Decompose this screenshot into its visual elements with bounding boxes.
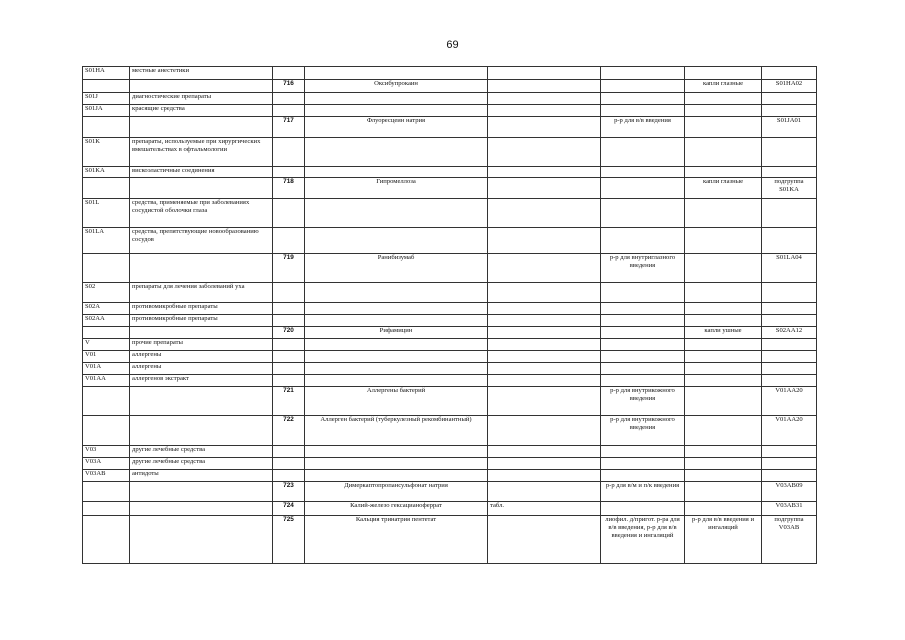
table-row — [83, 458, 817, 470]
dosage-form-cell: р-р для внутрикожного введения — [601, 416, 685, 446]
atc-group-code-cell — [83, 387, 130, 416]
atc-code-cell — [762, 199, 817, 228]
dosage-form-cell: р-р для в/в введения — [601, 117, 685, 138]
dosage-form-alt-cell — [685, 446, 762, 458]
table-row — [83, 363, 817, 375]
dosage-form-alt-cell — [685, 167, 762, 178]
dosage-form-alt-cell — [685, 254, 762, 283]
row-number-cell: 719 — [273, 254, 305, 283]
trade-name-cell — [488, 283, 601, 303]
dosage-form-alt-cell — [685, 339, 762, 351]
trade-name-cell — [488, 80, 601, 93]
table-row — [83, 315, 817, 327]
atc-group-name-cell — [130, 80, 273, 93]
trade-name-cell — [488, 254, 601, 283]
table-row — [83, 351, 817, 363]
table-row — [83, 446, 817, 458]
atc-group-name-cell — [130, 482, 273, 502]
atc-group-name-cell — [130, 502, 273, 516]
atc-group-name-cell — [130, 516, 273, 564]
drug-name-cell — [305, 375, 488, 387]
drug-name-cell — [305, 458, 488, 470]
dosage-form-cell — [601, 93, 685, 105]
atc-group-name-cell: другие лечебные средства — [130, 458, 273, 470]
row-number-cell — [273, 446, 305, 458]
dosage-form-alt-cell — [685, 363, 762, 375]
dosage-form-cell — [601, 167, 685, 178]
dosage-form-cell — [601, 228, 685, 254]
atc-group-code-cell — [83, 327, 130, 339]
atc-group-code-cell: S02 — [83, 283, 130, 303]
row-number-cell: 725 — [273, 516, 305, 564]
atc-code-cell — [762, 458, 817, 470]
row-number-cell: 724 — [273, 502, 305, 516]
atc-group-name-cell: прочие препараты — [130, 339, 273, 351]
trade-name-cell — [488, 199, 601, 228]
drug-name-cell — [305, 228, 488, 254]
atc-group-name-cell: средства, препятствующие новообразованию сосудов — [130, 228, 273, 254]
table-row — [83, 339, 817, 351]
dosage-form-cell — [601, 315, 685, 327]
trade-name-cell — [488, 458, 601, 470]
atc-group-code-cell: S01KA — [83, 167, 130, 178]
drug-name-cell: Аллерген бактерий (туберкулезный рекомбинантный) — [305, 416, 488, 446]
dosage-form-alt-cell — [685, 138, 762, 167]
table-row — [83, 178, 817, 199]
table-row — [83, 283, 817, 303]
drug-name-cell — [305, 93, 488, 105]
drug-name-cell: Калий-железо гексацианоферрат — [305, 502, 488, 516]
atc-code-cell: S02AA12 — [762, 327, 817, 339]
drug-name-cell — [305, 138, 488, 167]
row-number-cell — [273, 458, 305, 470]
atc-code-cell — [762, 228, 817, 254]
trade-name-cell — [488, 178, 601, 199]
drug-name-cell: Рифамицин — [305, 327, 488, 339]
atc-group-code-cell: V01 — [83, 351, 130, 363]
dosage-form-alt-cell — [685, 482, 762, 502]
dosage-form-alt-cell: р-р для в/в введения и ингаляций — [685, 516, 762, 564]
table-row — [83, 93, 817, 105]
atc-group-code-cell: V03 — [83, 446, 130, 458]
table-row — [83, 105, 817, 117]
atc-group-code-cell — [83, 516, 130, 564]
trade-name-cell — [488, 303, 601, 315]
dosage-form-cell — [601, 80, 685, 93]
row-number-cell — [273, 67, 305, 80]
atc-code-cell — [762, 303, 817, 315]
dosage-form-cell — [601, 363, 685, 375]
atc-code-cell — [762, 446, 817, 458]
atc-group-code-cell — [83, 80, 130, 93]
dosage-form-cell — [601, 105, 685, 117]
row-number-cell: 717 — [273, 117, 305, 138]
atc-group-name-cell: аллергены — [130, 363, 273, 375]
drug-name-cell: Димеркаптопропансульфонат натрия — [305, 482, 488, 502]
row-number-cell — [273, 167, 305, 178]
drug-name-cell — [305, 283, 488, 303]
trade-name-cell — [488, 327, 601, 339]
table-row — [83, 254, 817, 283]
dosage-form-cell — [601, 303, 685, 315]
table-row — [83, 303, 817, 315]
atc-code-cell: подгруппа S01KA — [762, 178, 817, 199]
atc-group-name-cell: местные анестетики — [130, 67, 273, 80]
dosage-form-alt-cell — [685, 199, 762, 228]
atc-code-cell: V01AA20 — [762, 416, 817, 446]
dosage-form-alt-cell — [685, 315, 762, 327]
dosage-form-alt-cell — [685, 458, 762, 470]
atc-group-code-cell — [83, 502, 130, 516]
dosage-form-cell — [601, 351, 685, 363]
atc-code-cell — [762, 363, 817, 375]
atc-code-cell: V01AA20 — [762, 387, 817, 416]
dosage-form-alt-cell: капли глазные — [685, 178, 762, 199]
drug-name-cell — [305, 315, 488, 327]
atc-group-code-cell — [83, 117, 130, 138]
atc-group-code-cell: V01A — [83, 363, 130, 375]
drug-name-cell: Гипромеллоза — [305, 178, 488, 199]
drug-name-cell: Оксибупрокаин — [305, 80, 488, 93]
dosage-form-cell — [601, 446, 685, 458]
atc-group-code-cell: S02AA — [83, 315, 130, 327]
atc-group-code-cell: V — [83, 339, 130, 351]
drug-name-cell — [305, 351, 488, 363]
atc-code-cell: S01HA02 — [762, 80, 817, 93]
atc-group-name-cell: средства, применяемые при заболеваниях сосудистой оболочки глаза — [130, 199, 273, 228]
table-row — [83, 167, 817, 178]
dosage-form-alt-cell: капли ушные — [685, 327, 762, 339]
dosage-form-cell — [601, 199, 685, 228]
atc-group-name-cell: вискоэластичные соединения — [130, 167, 273, 178]
drug-name-cell: Флуоресцеин натрия — [305, 117, 488, 138]
dosage-form-cell: р-р для в/м и п/к введения — [601, 482, 685, 502]
atc-group-code-cell: S01HA — [83, 67, 130, 80]
trade-name-cell — [488, 93, 601, 105]
trade-name-cell — [488, 416, 601, 446]
drug-name-cell: Аллергены бактерий — [305, 387, 488, 416]
atc-group-name-cell: диагностические препараты — [130, 93, 273, 105]
table-row — [83, 80, 817, 93]
atc-group-name-cell: другие лечебные средства — [130, 446, 273, 458]
atc-group-name-cell: красящие средства — [130, 105, 273, 117]
dosage-form-alt-cell — [685, 303, 762, 315]
atc-group-name-cell — [130, 178, 273, 199]
atc-group-code-cell — [83, 416, 130, 446]
table-row — [83, 470, 817, 482]
atc-code-cell: подгруппа V03AB — [762, 516, 817, 564]
row-number-cell: 721 — [273, 387, 305, 416]
dosage-form-alt-cell — [685, 375, 762, 387]
atc-group-code-cell: V03A — [83, 458, 130, 470]
dosage-form-cell: лиофил. д/пригот. р-ра для в/в введения, р-р для в/в введения и ингаляций — [601, 516, 685, 564]
atc-group-name-cell — [130, 387, 273, 416]
drug-name-cell — [305, 105, 488, 117]
row-number-cell — [273, 339, 305, 351]
dosage-form-cell: р-р для внутриглазного введения — [601, 254, 685, 283]
dosage-form-cell — [601, 339, 685, 351]
trade-name-cell — [488, 315, 601, 327]
atc-group-name-cell — [130, 117, 273, 138]
row-number-cell — [273, 199, 305, 228]
atc-group-name-cell — [130, 327, 273, 339]
dosage-form-cell — [601, 502, 685, 516]
trade-name-cell — [488, 67, 601, 80]
atc-group-name-cell: противомикробные препараты — [130, 315, 273, 327]
atc-code-cell — [762, 315, 817, 327]
atc-code-cell — [762, 339, 817, 351]
atc-group-name-cell: аллергены — [130, 351, 273, 363]
trade-name-cell — [488, 363, 601, 375]
atc-code-cell: S01LA04 — [762, 254, 817, 283]
dosage-form-cell — [601, 375, 685, 387]
drug-name-cell — [305, 363, 488, 375]
atc-code-cell — [762, 67, 817, 80]
atc-group-code-cell — [83, 254, 130, 283]
table-row — [83, 138, 817, 167]
drug-name-cell — [305, 470, 488, 482]
row-number-cell — [273, 351, 305, 363]
atc-group-code-cell: S02A — [83, 303, 130, 315]
trade-name-cell — [488, 138, 601, 167]
atc-group-code-cell — [83, 482, 130, 502]
table-row — [83, 502, 817, 516]
atc-code-cell — [762, 375, 817, 387]
atc-code-cell — [762, 138, 817, 167]
row-number-cell — [273, 138, 305, 167]
dosage-form-alt-cell — [685, 228, 762, 254]
row-number-cell — [273, 105, 305, 117]
row-number-cell: 720 — [273, 327, 305, 339]
drug-name-cell — [305, 303, 488, 315]
atc-group-name-cell: препараты, используемые при хирургических вмешательствах в офтальмологии — [130, 138, 273, 167]
dosage-form-cell — [601, 470, 685, 482]
dosage-form-alt-cell — [685, 416, 762, 446]
trade-name-cell — [488, 516, 601, 564]
table-row — [83, 516, 817, 564]
atc-group-code-cell: V01AA — [83, 375, 130, 387]
table-row — [83, 375, 817, 387]
trade-name-cell — [488, 339, 601, 351]
dosage-form-cell — [601, 67, 685, 80]
trade-name-cell — [488, 228, 601, 254]
atc-code-cell — [762, 351, 817, 363]
table-row — [83, 387, 817, 416]
dosage-form-alt-cell — [685, 93, 762, 105]
dosage-form-alt-cell: капли глазные — [685, 80, 762, 93]
trade-name-cell — [488, 105, 601, 117]
atc-group-name-cell — [130, 416, 273, 446]
dosage-form-alt-cell — [685, 470, 762, 482]
dosage-form-cell: р-р для внутрикожного введения — [601, 387, 685, 416]
atc-group-code-cell: S01K — [83, 138, 130, 167]
row-number-cell — [273, 375, 305, 387]
trade-name-cell — [488, 167, 601, 178]
atc-group-code-cell — [83, 178, 130, 199]
dosage-form-alt-cell — [685, 351, 762, 363]
row-number-cell — [273, 283, 305, 303]
dosage-form-cell — [601, 327, 685, 339]
atc-code-cell — [762, 283, 817, 303]
drug-name-cell — [305, 199, 488, 228]
trade-name-cell — [488, 387, 601, 416]
row-number-cell — [273, 303, 305, 315]
dosage-form-cell — [601, 178, 685, 199]
drug-name-cell: Кальция тринатрия пентетат — [305, 516, 488, 564]
trade-name-cell — [488, 351, 601, 363]
table-row — [83, 117, 817, 138]
dosage-form-cell — [601, 283, 685, 303]
drug-name-cell — [305, 67, 488, 80]
dosage-form-alt-cell — [685, 67, 762, 80]
atc-group-code-cell: V03AB — [83, 470, 130, 482]
trade-name-cell — [488, 446, 601, 458]
row-number-cell — [273, 315, 305, 327]
row-number-cell: 722 — [273, 416, 305, 446]
trade-name-cell — [488, 375, 601, 387]
dosage-form-alt-cell — [685, 283, 762, 303]
drug-name-cell: Ранибизумаб — [305, 254, 488, 283]
drug-table-body — [83, 67, 817, 564]
atc-group-name-cell — [130, 254, 273, 283]
drug-name-cell — [305, 339, 488, 351]
atc-code-cell — [762, 93, 817, 105]
table-row — [83, 67, 817, 80]
dosage-form-alt-cell — [685, 387, 762, 416]
drug-table — [82, 66, 817, 564]
row-number-cell — [273, 470, 305, 482]
row-number-cell — [273, 93, 305, 105]
row-number-cell: 716 — [273, 80, 305, 93]
atc-group-code-cell: S01LA — [83, 228, 130, 254]
row-number-cell: 718 — [273, 178, 305, 199]
atc-code-cell: V03AB31 — [762, 502, 817, 516]
atc-code-cell: V03AB09 — [762, 482, 817, 502]
table-row — [83, 327, 817, 339]
dosage-form-cell — [601, 138, 685, 167]
dosage-form-alt-cell — [685, 105, 762, 117]
trade-name-cell: табл. — [488, 502, 601, 516]
table-row — [83, 199, 817, 228]
drug-name-cell — [305, 167, 488, 178]
dosage-form-alt-cell — [685, 502, 762, 516]
trade-name-cell — [488, 482, 601, 502]
atc-group-name-cell: антидоты — [130, 470, 273, 482]
atc-code-cell — [762, 470, 817, 482]
atc-group-code-cell: S01JA — [83, 105, 130, 117]
dosage-form-cell — [601, 458, 685, 470]
trade-name-cell — [488, 117, 601, 138]
atc-group-name-cell: противомикробные препараты — [130, 303, 273, 315]
trade-name-cell — [488, 470, 601, 482]
drug-name-cell — [305, 446, 488, 458]
row-number-cell — [273, 228, 305, 254]
table-row — [83, 228, 817, 254]
row-number-cell — [273, 363, 305, 375]
row-number-cell: 723 — [273, 482, 305, 502]
atc-group-name-cell: препараты для лечения заболеваний уха — [130, 283, 273, 303]
dosage-form-alt-cell — [685, 117, 762, 138]
atc-group-code-cell: S01L — [83, 199, 130, 228]
atc-code-cell — [762, 105, 817, 117]
table-row — [83, 482, 817, 502]
atc-group-name-cell: аллергенов экстракт — [130, 375, 273, 387]
atc-group-code-cell: S01J — [83, 93, 130, 105]
atc-code-cell — [762, 167, 817, 178]
atc-code-cell: S01JA01 — [762, 117, 817, 138]
table-row — [83, 416, 817, 446]
page-number: 69 — [446, 39, 459, 51]
